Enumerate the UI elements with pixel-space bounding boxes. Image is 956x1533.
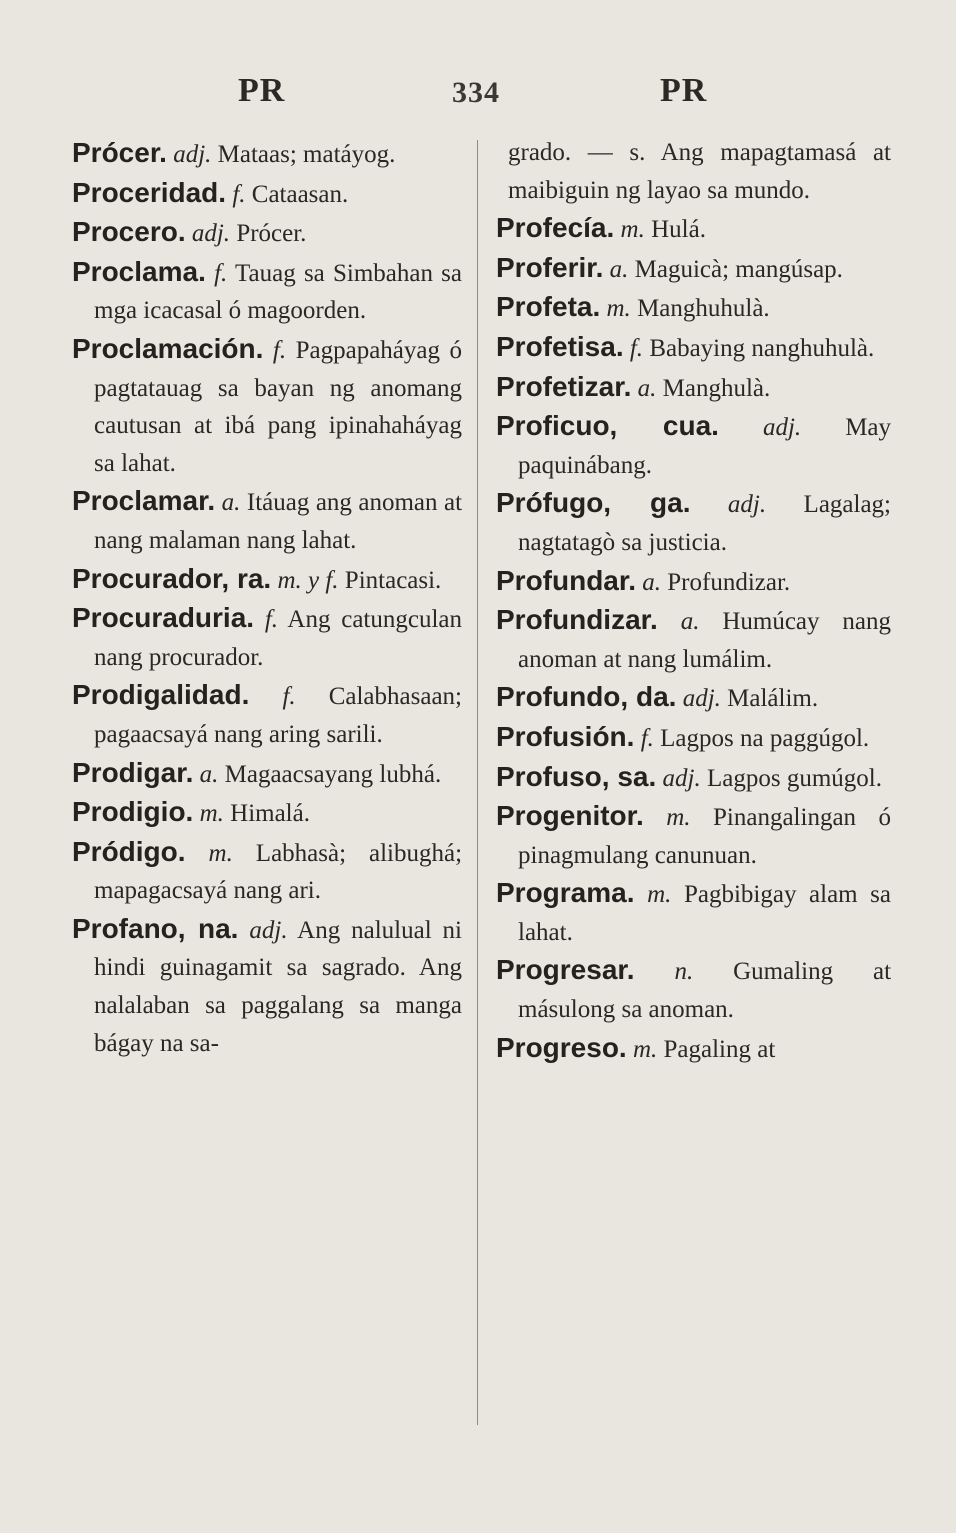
entry-part-of-speech: a. (221, 489, 241, 517)
entry-definition: Maguicà; mangúsap. (634, 255, 843, 283)
entry-definition: Babaying nanghuhulà. (649, 334, 875, 362)
dictionary-entry (72, 330, 462, 482)
entry-definition: Itáuag ang anoman at nang malaman nang lahat. (94, 489, 463, 554)
entry-headword: Proficuo, cua. (496, 410, 719, 442)
entry-headword: Profundizar. (496, 604, 658, 636)
entry-definition: Gumaling at másulong sa anoman. (518, 958, 892, 1024)
entry-definition: grado. — s. Ang mapagtamasá at maibiguin ng layao sa mundo. (508, 139, 891, 204)
header-right-guide-letters: PR (660, 72, 708, 109)
dictionary-entry (496, 758, 891, 798)
entry-part-of-speech: adj. (682, 685, 721, 713)
entry-part-of-speech: f. (640, 724, 654, 752)
entry-definition: Tauag sa Simbahan sa mga icacasal ó magoorden. (94, 259, 462, 325)
entry-part-of-speech: adj. (191, 220, 231, 248)
entry-definition: Magaacsayang lubhá. (224, 760, 442, 788)
entry-headword: Procero. (72, 216, 186, 248)
entry-headword: Programa. (496, 877, 635, 909)
header-left-guide-letters: PR (238, 72, 286, 109)
entry-headword: Progenitor. (496, 800, 644, 832)
entry-part-of-speech: m. (606, 295, 631, 323)
dictionary-entry (496, 484, 891, 561)
entry-definition: Profundizar. (667, 568, 791, 596)
entry-headword: Proceridad. (72, 176, 227, 208)
entry-headword: Profeta. (496, 291, 601, 323)
entry-headword: Proclamar. (72, 485, 216, 517)
entry-definition: Manghuhulà. (637, 295, 770, 323)
entry-part-of-speech: adj. (762, 414, 802, 442)
entry-definition: Humúcay nang anoman at nang lumálim. (518, 608, 892, 673)
entry-headword: Procurador, ra. (72, 562, 272, 594)
entry-part-of-speech: f. (282, 683, 296, 711)
entry-headword: Prodigio. (72, 796, 194, 828)
dictionary-entry (496, 407, 891, 484)
entry-headword: Profuso, sa. (496, 760, 657, 792)
dictionary-entry (72, 560, 462, 600)
entry-part-of-speech: a. (680, 608, 700, 636)
entry-headword: Procuraduria. (72, 602, 255, 634)
entry-definition: Prócer. (236, 220, 307, 248)
entry-definition: Mataas; matáyog. (217, 141, 396, 168)
entry-part-of-speech: m. y f. (277, 566, 339, 594)
entry-definition: Lagpos na paggúgol. (660, 724, 870, 752)
entry-continuation (496, 134, 891, 209)
dictionary-entry (72, 910, 462, 1062)
right-column (496, 134, 891, 1068)
entry-headword: Proclamación. (72, 332, 264, 364)
dictionary-entry (72, 754, 462, 794)
entry-part-of-speech: f. (214, 259, 228, 287)
entry-definition: Cataasan. (251, 180, 349, 208)
page-header (0, 72, 956, 122)
entry-headword: Prófugo, ga. (496, 487, 691, 519)
dictionary-entry (496, 951, 891, 1028)
entry-headword: Progresar. (496, 954, 635, 986)
dictionary-entry (496, 328, 891, 368)
dictionary-entry (72, 213, 462, 253)
entry-part-of-speech: adj. (173, 141, 212, 168)
entry-part-of-speech: m. (208, 839, 233, 867)
entry-part-of-speech: a. (609, 255, 629, 283)
entry-headword: Profusión. (496, 720, 635, 752)
entry-definition: Ang nalulual ni hindi guinagamit sa sagrado. Ang nalalaban sa paggalang sa manga bágay na sa- (94, 916, 463, 1057)
entry-definition: Pagaling at (663, 1035, 776, 1063)
entry-part-of-speech: m. (647, 881, 672, 909)
dictionary-entry (72, 599, 462, 676)
entry-part-of-speech: m. (666, 804, 691, 832)
entry-part-of-speech: a. (637, 374, 657, 402)
dictionary-entry (72, 253, 462, 330)
entry-part-of-speech: a. (642, 568, 662, 596)
dictionary-entry (496, 718, 891, 758)
entry-headword: Proclama. (72, 255, 206, 287)
dictionary-entry (72, 174, 462, 214)
entry-definition: Lagpos gumúgol. (706, 764, 882, 792)
entry-headword: Prodigar. (72, 756, 194, 788)
entry-definition: Pagbibigay alam sa lahat. (518, 881, 892, 946)
dictionary-entry (72, 134, 462, 174)
entry-definition: Labhasà; alibughá; mapagacsayá nang ari. (94, 839, 463, 905)
dictionary-entry (496, 874, 891, 951)
column-divider (477, 140, 478, 1425)
entry-headword: Pródigo. (72, 835, 186, 867)
entry-part-of-speech: f. (232, 180, 246, 208)
entry-part-of-speech: adj. (249, 916, 288, 944)
dictionary-entry (496, 601, 891, 678)
entry-part-of-speech: m. (620, 216, 645, 244)
entry-part-of-speech: m. (632, 1035, 658, 1063)
dictionary-entry (496, 209, 891, 249)
entry-part-of-speech: adj. (662, 764, 701, 792)
entry-definition: Himalá. (230, 800, 310, 828)
dictionary-entry (496, 368, 891, 408)
entry-definition: Malálim. (727, 685, 819, 713)
entry-headword: Profetisa. (496, 330, 624, 362)
dictionary-entry (72, 482, 462, 559)
dictionary-entry (72, 793, 462, 833)
entry-headword: Prodigalidad. (72, 679, 250, 711)
entry-part-of-speech: adj. (727, 491, 767, 519)
entry-headword: Prócer. (72, 137, 167, 168)
dictionary-entry (496, 249, 891, 289)
dictionary-entry (72, 676, 462, 753)
dictionary-entry (496, 562, 891, 602)
entry-headword: Profano, na. (72, 912, 239, 944)
entry-definition: Pintacasi. (344, 566, 442, 594)
entry-part-of-speech: n. (674, 958, 694, 986)
entry-headword: Profetizar. (496, 370, 632, 402)
entry-part-of-speech: f. (272, 336, 287, 364)
entry-definition: Pagpapaháyag ó pagtatauag sa bayan ng anomang cautusan at ibá pang ipinahaháyag sa lahat. (94, 336, 462, 477)
entry-definition: Manghulà. (662, 374, 771, 402)
entry-part-of-speech: f. (629, 334, 644, 362)
entry-definition: Calabhasaan; pagaacsayá nang aring sarili. (94, 683, 462, 748)
left-column (72, 134, 462, 1062)
entry-definition: Hulá. (651, 216, 706, 244)
entry-headword: Profundo, da. (496, 681, 677, 713)
dictionary-entry (496, 1029, 891, 1069)
entry-definition: May paquinábang. (518, 414, 892, 479)
entry-part-of-speech: f. (264, 606, 279, 634)
page-number: 334 (452, 76, 500, 109)
entry-definition: Pinangalingan ó pinagmulang canunuan. (518, 804, 891, 869)
entry-headword: Profundar. (496, 564, 637, 596)
entry-headword: Profecía. (496, 212, 615, 244)
dictionary-entry (496, 678, 891, 718)
entry-definition: Ang catungculan nang procurador. (94, 606, 463, 671)
entry-headword: Proferir. (496, 251, 604, 283)
entry-headword: Progreso. (496, 1031, 627, 1063)
entry-part-of-speech: m. (199, 800, 224, 828)
dictionary-entry (72, 833, 462, 910)
dictionary-entry (496, 797, 891, 874)
entry-part-of-speech: a. (199, 760, 219, 788)
dictionary-entry (496, 288, 891, 328)
entry-definition: Lagalag; nagtatagò sa justicia. (518, 491, 891, 556)
